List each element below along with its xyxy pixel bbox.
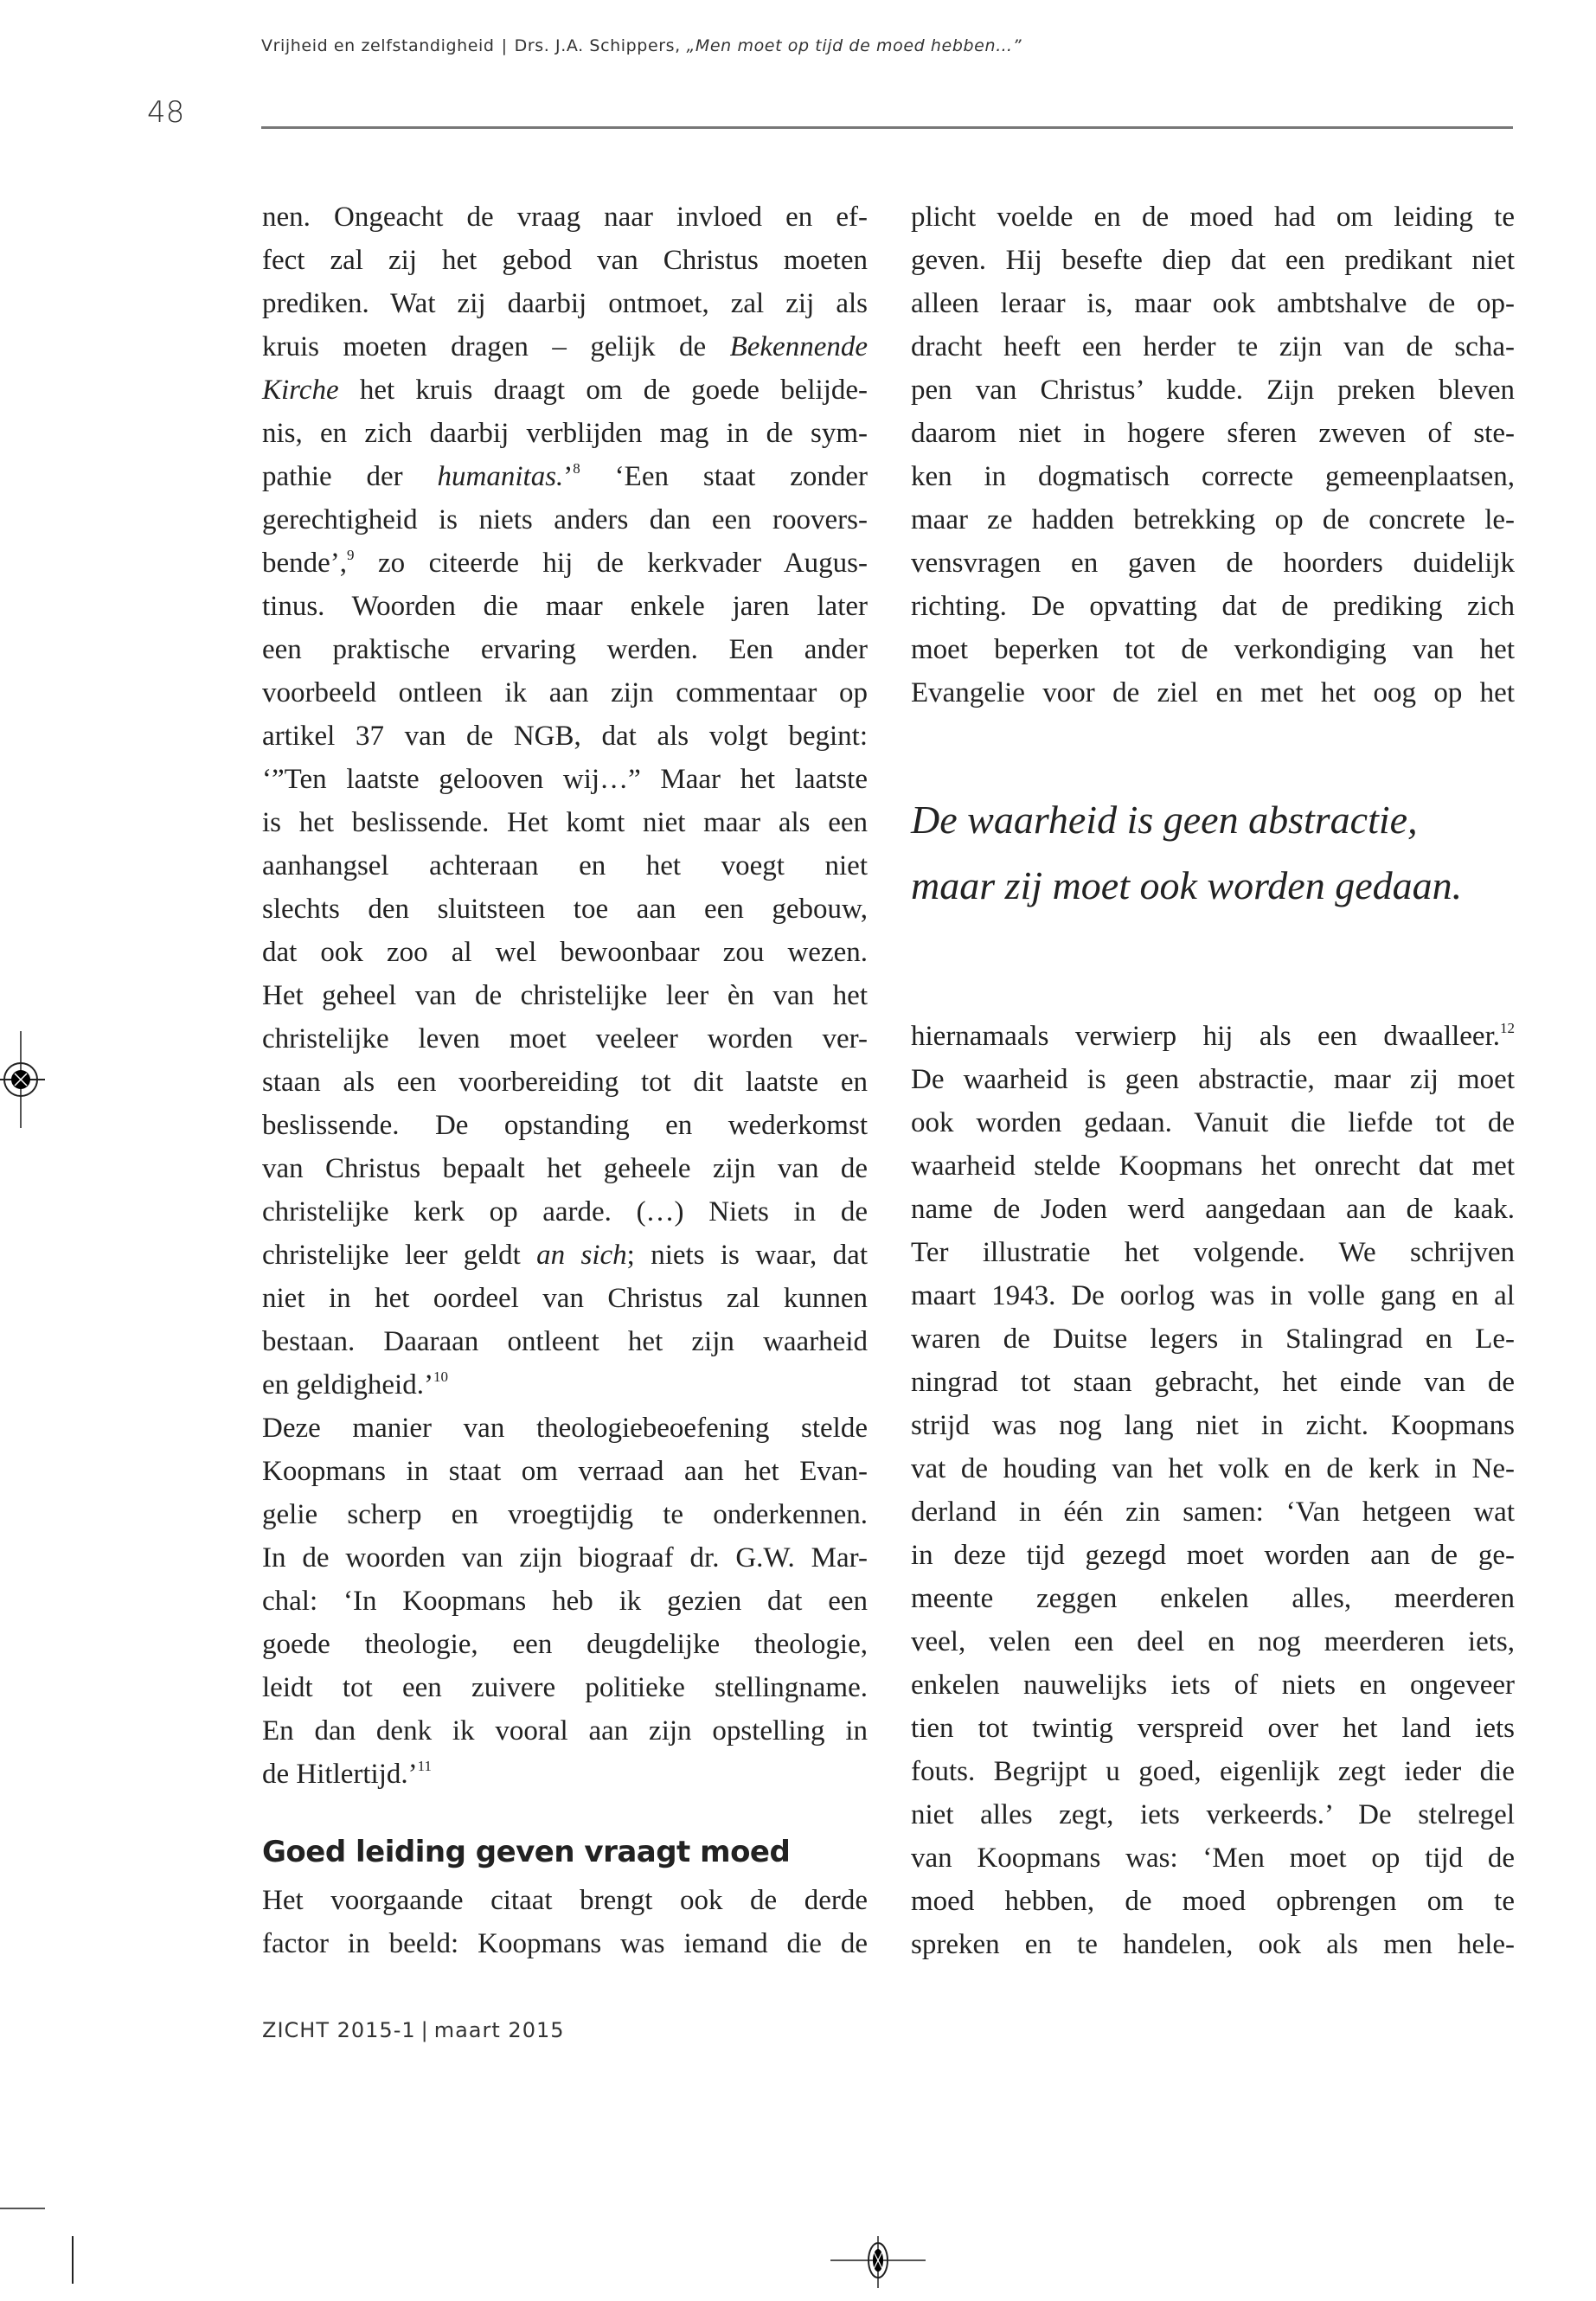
text-line: Kirche het kruis draagt om de goede belijde- (262, 375, 868, 406)
text-line: veel, velen een deel en nog meerderen iets, (911, 1626, 1515, 1657)
text-line: leidt tot een zuivere politieke stellingname. (262, 1672, 868, 1703)
right-column (911, 195, 1515, 715)
text-line: derland in één zin samen: ‘Van hetgeen wat (911, 1497, 1515, 1528)
text-line: hiernamaals verwierp hij als een dwaalleer.$^{12}$ (911, 1020, 1515, 1052)
text-line: een praktische ervaring werden. Een ander (262, 634, 868, 665)
text-line: niet in het oordeel van Christus zal kunnen (262, 1283, 868, 1314)
text-line: van Koopmans was: ‘Men moet op tijd de (911, 1843, 1515, 1874)
text-line: moet beperken tot de verkondiging van het (911, 634, 1515, 665)
text-line: De waarheid is geen abstractie, maar zij moet (911, 1064, 1515, 1095)
footer-separator: | (420, 2018, 429, 2042)
text-line: christelijke leer geldt an sich; niets is waar, dat (262, 1240, 868, 1271)
text-line: is het beslissende. Het komt niet maar als een (262, 807, 868, 838)
text-line: daarom niet in hogere sferen zweven of ste- (911, 418, 1515, 449)
text-line: in deze tijd gezegd moet worden aan de ge- (911, 1540, 1515, 1571)
text-line: ook worden gedaan. Vanuit die liefde tot de (911, 1107, 1515, 1138)
footer (262, 2018, 565, 2042)
text-line: alleen leraar is, maar ook ambtshalve de op- (911, 288, 1515, 319)
text-line: bende’,$^9$ zo citeerde hij de kerkvader Augus- (262, 547, 868, 579)
text-line: Het geheel van de christelijke leer èn van het (262, 980, 868, 1011)
text-line: gerechtigheid is niets anders dan een roovers- (262, 504, 868, 535)
text-line: Het voorgaande citaat brengt ook de derde (262, 1885, 868, 1916)
text-line: plicht voelde en de moed had om leiding te (911, 202, 1515, 233)
text-line: factor in beeld: Koopmans was iemand die de (262, 1928, 868, 1959)
text-line: christelijke leven moet veeleer worden ver- (262, 1023, 868, 1054)
text-line: fect zal zij het gebod van Christus moeten (262, 245, 868, 276)
text-line: gelie scherp en vroegtijdig te onderkennen. (262, 1499, 868, 1530)
pull-quote (911, 787, 1534, 919)
text-line: maart 1943. De oorlog was in volle gang en al (911, 1280, 1515, 1311)
text-line: nis, en zich daarbij verblijden mag in de sym- (262, 418, 868, 449)
text-line: prediken. Wat zij daarbij ontmoet, zal zij als (262, 288, 868, 319)
text-line: vat de houding van het volk en de kerk in Ne- (911, 1453, 1515, 1484)
pull-quote-line: De waarheid is geen abstractie, (911, 798, 1418, 842)
left-column (262, 195, 868, 1796)
text-line: waren de Duitse legers in Stalingrad en Le- (911, 1324, 1515, 1355)
text-line: waarheid stelde Koopmans het onrecht dat met (911, 1150, 1515, 1182)
text-line: christelijke kerk op aarde. (…) Niets in de (262, 1196, 868, 1227)
text-line: geven. Hij besefte diep dat een predikant niet (911, 245, 1515, 276)
footer-date: maart 2015 (433, 2018, 565, 2042)
text-line: meente zeggen enkelen alles, meerderen (911, 1583, 1515, 1614)
text-line: dracht heeft een herder te zijn van de scha- (911, 331, 1515, 362)
text-line: bestaan. Daaraan ontleent het zijn waarheid (262, 1326, 868, 1357)
text-line: goede theologie, een deugdelijke theologie, (262, 1629, 868, 1660)
running-head (261, 36, 1022, 55)
text-line: artikel 37 van de NGB, dat als volgt begint: (262, 721, 868, 752)
text-line: strijd was nog lang niet in zicht. Koopmans (911, 1410, 1515, 1441)
text-line: staan als een voorbereiding tot dit laatste en (262, 1067, 868, 1098)
text-line: Deze manier van theologiebeoefening stelde (262, 1413, 868, 1444)
text-line: Koopmans in staat om verraad aan het Evan- (262, 1456, 868, 1487)
text-line: ningrad tot staan gebracht, het einde van de (911, 1367, 1515, 1398)
text-line: fouts. Begrijpt u goed, eigenlijk zegt ieder die (911, 1756, 1515, 1787)
text-line: ‘”Ten laatste gelooven wij…” Maar het laatste (262, 764, 868, 795)
text-line: slechts den sluitsteen toe aan een gebouw, (262, 894, 868, 925)
page-number: 48 (147, 95, 185, 130)
text-line: chal: ‘In Koopmans heb ik gezien dat een (262, 1586, 868, 1617)
text-line: niet alles zegt, iets verkeerds.’ De stelregel (911, 1799, 1515, 1830)
running-head-separator: | (501, 36, 508, 55)
text-line: spreken en te handelen, ook als men hele- (911, 1929, 1515, 1960)
text-line: Evangelie voor de ziel en met het oog op het (911, 677, 1515, 708)
text-line: In de woorden van zijn biograaf dr. G.W. Mar- (262, 1542, 868, 1574)
text-line: Ter illustratie het volgende. We schrijven (911, 1237, 1515, 1268)
text-line: van Christus bepaalt het geheele zijn van de (262, 1153, 868, 1184)
text-line: kruis moeten dragen – gelijk de Bekennende (262, 331, 868, 362)
registration-mark-icon (0, 1031, 45, 1128)
text-line: maar ze hadden betrekking op de concrete le- (911, 504, 1515, 535)
text-line: pen van Christus’ kudde. Zijn preken bleven (911, 375, 1515, 406)
text-line: de Hitlertijd.’$^{11}$ (262, 1758, 432, 1790)
text-line: tinus. Woorden die maar enkele jaren later (262, 591, 868, 622)
crop-mark-icon (0, 2208, 45, 2209)
text-line: richting. De opvatting dat de prediking zich (911, 591, 1515, 622)
text-line: aanhangsel achteraan en het voegt niet (262, 850, 868, 881)
pull-quote-line: maar zij moet ook worden gedaan. (911, 863, 1463, 907)
right-column-continued (911, 1015, 1515, 1966)
running-head-section: Vrijheid en zelfstandigheid (261, 36, 495, 55)
text-line: nen. Ongeacht de vraag naar invloed en ef- (262, 202, 868, 233)
text-line: beslissende. De opstanding en wederkomst (262, 1110, 868, 1141)
text-line: voorbeeld ontleen ik aan zijn commentaar op (262, 677, 868, 708)
registration-mark-icon (830, 2236, 926, 2288)
text-line: name de Joden werd aangedaan aan de kaak. (911, 1194, 1515, 1225)
text-line: tien tot twintig verspreid over het land iets (911, 1713, 1515, 1744)
running-head-author: Drs. J.A. Schippers, (514, 36, 681, 55)
text-line: moed hebben, de moed opbrengen om te (911, 1886, 1515, 1917)
section-heading: Goed leiding geven vraagt moed (262, 1835, 791, 1869)
header-rule (261, 126, 1513, 129)
text-line: enkelen nauwelijks iets of niets en ongeveer (911, 1670, 1515, 1701)
crop-mark-icon (72, 2236, 74, 2284)
text-line: pathie der humanitas.’$^8$ ‘Een staat zonder (262, 460, 868, 492)
text-line: dat ook zoo al wel bewoonbaar zou wezen. (262, 937, 868, 968)
left-column-continued (262, 1879, 868, 1965)
text-line: ken in dogmatisch correcte gemeenplaatsen, (911, 461, 1515, 492)
text-line: En dan denk ik vooral aan zijn opstelling in (262, 1715, 868, 1747)
running-head-title: „Men moet op tijd de moed hebben…” (686, 36, 1022, 55)
footer-publication: ZICHT 2015-1 (262, 2018, 416, 2042)
text-line: en geldigheid.’$^{10}$ (262, 1368, 448, 1400)
text-line: vensvragen en gaven de hoorders duidelijk (911, 548, 1515, 579)
